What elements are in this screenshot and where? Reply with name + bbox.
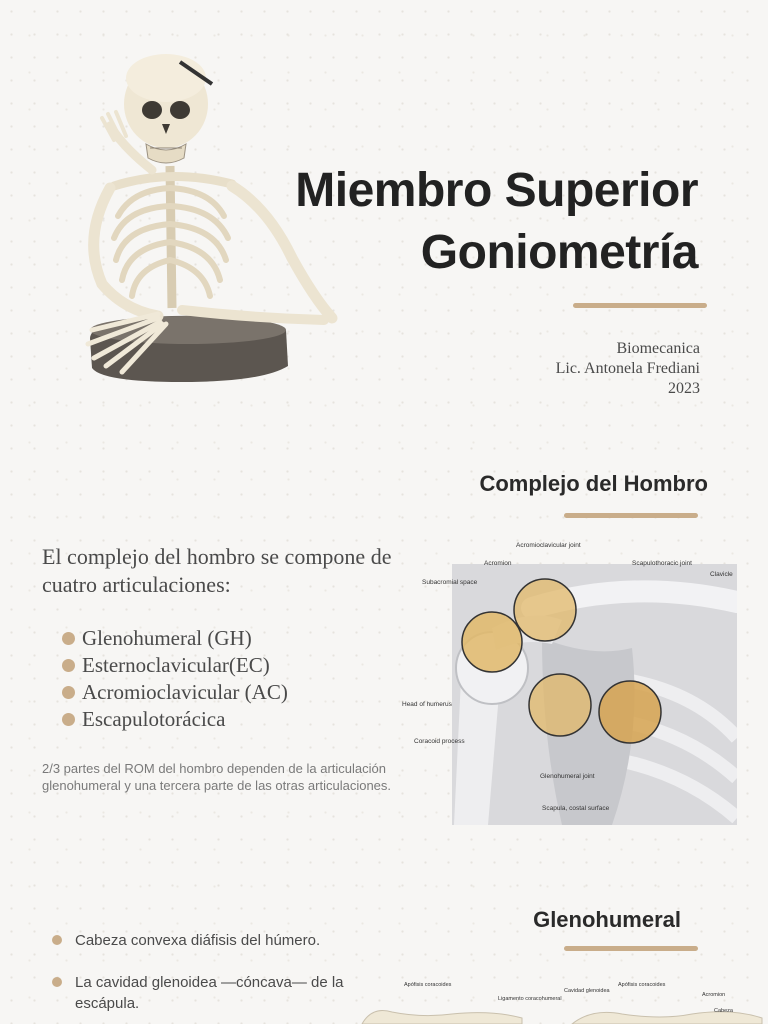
glenohumeral-slide (0, 860, 768, 1024)
intro-text: El complejo del hombro se compone de cuatro articulaciones: (42, 544, 392, 597)
figure-label: Scapulothoracic joint (632, 560, 692, 567)
title-line-2: Goniometría (420, 226, 698, 279)
figure-label: Head of humerus (402, 701, 452, 708)
figure-label: Glenohumeral joint (540, 773, 595, 780)
slide-title: Complejo del Hombro (479, 471, 708, 496)
figure-label: Acromion (484, 560, 512, 567)
title-divider (564, 513, 698, 518)
course-name: Biomecanica (616, 340, 700, 357)
presentation-meta (556, 339, 700, 399)
list-item: Acromioclavicular (AC) (62, 679, 288, 706)
title-divider (564, 946, 698, 951)
shoulder-anatomy-figure (392, 538, 737, 825)
presentation-title (295, 160, 698, 284)
bullet-icon (52, 977, 62, 987)
list-item: Escapulotorácica (62, 706, 288, 733)
bullet-icon (62, 713, 75, 726)
bullet-icon (62, 659, 75, 672)
figure-label: Apófisis coracoides (618, 982, 666, 988)
figure-label: Cabeza (714, 1008, 733, 1014)
author-name: Lic. Antonela Frediani (555, 360, 700, 377)
bullet-icon (52, 935, 62, 945)
list-item: La cavidad glenoidea —cóncava— de la escápula. (50, 972, 370, 1014)
figure-label: Subacromial space (422, 579, 478, 586)
shoulder-complex-slide (0, 430, 768, 860)
title-divider (573, 303, 707, 308)
rom-note: 2/3 partes del ROM del hombro dependen de la articulación glenohumeral y una tercera parte de las otras articulaciones. (42, 761, 392, 793)
title-line-1: Miembro Superior (295, 164, 698, 217)
list-item: Glenohumeral (GH) (62, 625, 288, 652)
slide-title: Glenohumeral (533, 907, 681, 932)
year: 2023 (668, 380, 700, 397)
glenohumeral-figure (352, 978, 768, 1024)
bullet-icon (62, 632, 75, 645)
glenohumeral-list (50, 930, 370, 1024)
figure-label: Coracoid process (414, 738, 465, 745)
figure-label: Apófisis coracoides (404, 982, 452, 988)
joint-list (62, 625, 288, 733)
figure-label: Cavidad glenoidea (564, 988, 610, 994)
figure-label: Scapula, costal surface (542, 805, 610, 812)
figure-label: Acromioclavicular joint (516, 542, 581, 549)
list-item: Cabeza convexa diáfisis del húmero. (50, 930, 370, 951)
title-slide (0, 0, 768, 430)
figure-label: Clavicle (710, 571, 733, 578)
list-item: Esternoclavicular(EC) (62, 652, 288, 679)
bullet-icon (62, 686, 75, 699)
figure-label: Ligamento coracohumeral (498, 996, 562, 1002)
figure-label: Acromion (702, 992, 726, 998)
